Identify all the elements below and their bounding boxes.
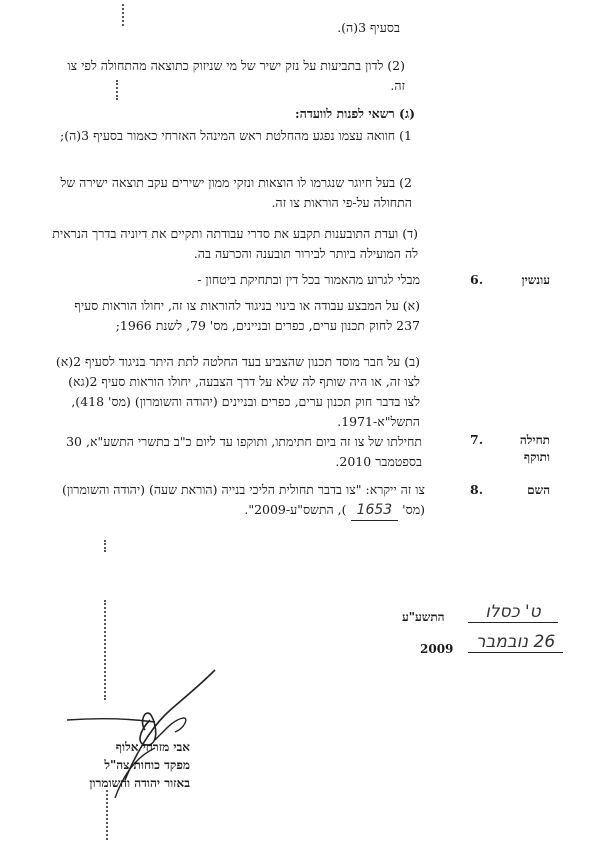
section-6-a: (א) על המבצע עבודה או בינוי בניגוד להוראות צו זה, יחולו הוראות סעיף 237 לחוק תכנון ערים, כפרים ובניינים, מס' 79, לשנת 1966;	[74, 298, 420, 333]
date-hebrew-year: התשע"ע	[402, 610, 445, 624]
paragraph-g1: 1) חוואה עצמו נפגע מהחלטת ראש המינהל האזרחי כאמור בסעיף 3(ה);	[59, 128, 412, 143]
margin-dots-mid	[104, 540, 106, 552]
section-6-label: עונשין	[521, 273, 550, 287]
section-7-label: תחילה ותוקף	[519, 433, 550, 464]
section-8-label: השם	[527, 483, 550, 497]
section-6-number: 6.	[470, 272, 484, 287]
paragraph-b2: (2) לדון בתביעות על נזק ישיר של מי שניזוק כתוצאה מהתחולה לפי צו זה.	[67, 58, 405, 93]
section-8-number: 8.	[470, 482, 484, 497]
section-6-b: (ב) על חבר מוסד תכנון שהצביע בעד החלטה לתת היתר בניגוד לסעיף 2(א) לצו זה, או היה שותף לה שלא על דרך הצבעה, יחולו הוראות סעיף 2(גא) לצו בדבר חוק תכנון ערים, כפרים ובניינים (יהודה והשומרון) (מס' 418), התשל"א-1971.	[55, 354, 420, 429]
paragraph-g2: 2) בעל חיוגר שנגרמו לו הוצאות ונזקי ממון ישירים עקב תוצאה ישירה של התחולה על-פי הוראות צו זה.	[60, 175, 412, 210]
date-hebrew-day: ט' כסלו	[468, 602, 558, 623]
order-number: 1653	[351, 500, 399, 521]
date-greg-year: 2009	[420, 642, 454, 656]
paragraph-intro: בסעיף 3(ה).	[337, 20, 400, 35]
signatory-line-1: אבי מזרחי אלוף	[115, 740, 190, 754]
signatory-line-3: באזור יהודה והשומרון	[89, 776, 190, 790]
signatory-line-2: מפקד כוחות צה"ל	[104, 758, 190, 772]
paragraph-g: (ג) רשאי לפנות לוועדה:	[295, 106, 415, 121]
section-6-intro: מבלי לגרוע מהאמור בכל דין ובתחיקת ביטחון -	[197, 272, 420, 287]
date-greg-day: 26 נובמבר	[468, 632, 563, 653]
section-8-text-b: ), התשס"ע-2009".	[244, 502, 347, 517]
section-7-number: 7.	[470, 432, 484, 447]
margin-dots-top	[122, 4, 124, 26]
section-8-text	[50, 480, 425, 521]
section-7-text: תחילתו של צו זה ביום חתימתו, ותוקפו עד ליום כ"ב בתשרי התשע"א, 30 בספטמבר 2010.	[66, 434, 422, 469]
paragraph-d: (ד) ועדת התובענות תקבע את סדרי עבודתה ותקיים את דיוניה בדרך הנראית לה המועילה ביותר לבירור תובענה והכרעה בה.	[52, 226, 418, 261]
section-8-text-a: צו זה ייקרא: "צו בדבר תחולית הליכי בנייה (הוראת שעה) (יהודה והשומרון) (מס'	[62, 482, 425, 517]
